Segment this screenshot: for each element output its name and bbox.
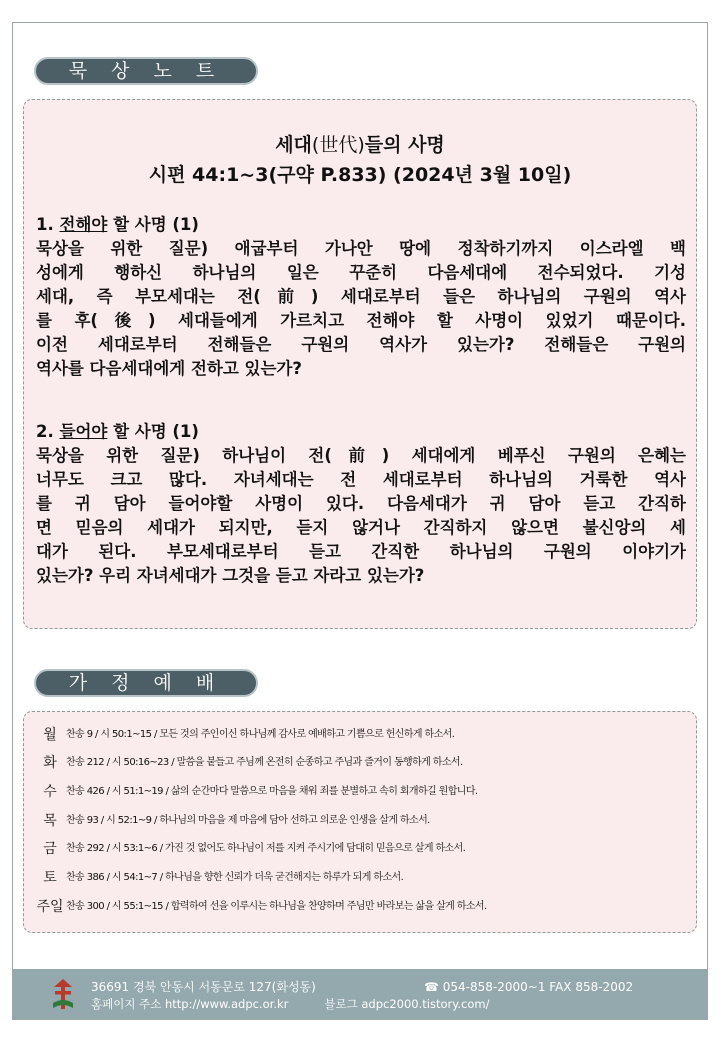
family-row-tue (34, 751, 684, 775)
family-row-text: 찬송 9 / 시 50:1~15 / 모든 것의 주인이신 하나님께 감사로 예배하고 기쁨으로 헌신하게 하소서. (66, 729, 455, 740)
family-row-text: 찬송 292 / 시 53:1~6 / 가진 것 없어도 하나님이 저를 지켜 주시기에 담대히 믿음으로 살게 하소서. (66, 843, 466, 854)
meditation-box (23, 99, 697, 629)
section-1-line: 이전 세대로부터 전해들은 구원의 역사가 있는가? 전해들은 구원의 (36, 335, 686, 354)
section-2-line: 를 귀 담아 들어야할 사명이 있다. 다음세대가 귀 담아 듣고 간직하 (36, 494, 686, 513)
family-row-sat (34, 866, 684, 890)
day-label: 목 (43, 813, 57, 829)
day-label: 주일 (36, 899, 64, 915)
homepage-link[interactable]: 홈페이지 주소 http://www.adpc.or.kr (91, 997, 289, 1011)
section-1 (36, 213, 686, 381)
family-row-text: 찬송 386 / 시 54:1~7 / 하나님을 향한 신뢰가 더욱 굳건해지는 하루가 되게 하소서. (66, 872, 404, 883)
family-row-mon (34, 723, 684, 747)
family-row-thu (34, 809, 684, 833)
church-logo-icon (51, 977, 75, 1011)
section-1-line: 세대, 즉 부모세대는 전(前) 세대로부터 들은 하나님의 구원의 역사 (36, 287, 686, 306)
footer-address: 36691 경북 안동시 서동문로 127(화성동) (91, 980, 316, 994)
meditation-title (24, 130, 696, 157)
footer-line-1 (91, 978, 633, 995)
section-1-line: 묵상을 위한 질문) 애굽부터 가나안 땅에 정착하기까지 이스라엘 백 (36, 239, 686, 258)
meditation-subtitle: 시편 44:1~3(구약 P.833) (2024년 3월 10일) (148, 164, 572, 186)
section-1-keyword: 전해야 (59, 215, 108, 234)
day-label: 월 (43, 727, 57, 743)
footer-line-2 (91, 996, 490, 1012)
section-2-line: 묵상을 위한 질문) 하나님이 전(前) 세대에게 베푸신 구원의 은혜는 (36, 446, 686, 465)
section-1-heading (36, 213, 686, 237)
section-2-keyword: 들어야 (59, 422, 108, 441)
family-row-text: 찬송 212 / 시 50:16~23 / 말씀을 붙들고 주님께 온전히 순종하고 주님과 즐거이 동행하게 하소서. (66, 757, 463, 768)
section-2-line: 있는가? 우리 자녀세대가 그것을 듣고 자라고 있는가? (36, 566, 425, 585)
title-post: 들의 사명 (364, 134, 445, 156)
family-row-text: 찬송 93 / 시 52:1~9 / 하나님의 마음을 제 마음에 담아 선하고 의로운 인생을 살게 하소서. (66, 815, 430, 826)
family-row-text: 찬송 426 / 시 51:1~19 / 삶의 순간마다 말씀으로 마음을 채워 죄를 분별하고 속히 회개하길 원합니다. (66, 786, 478, 797)
family-row-wed (34, 780, 684, 804)
section-1-rest: 할 사명 (1) (113, 215, 199, 234)
footer-phone: ☎ 054-858-2000~1 FAX 858-2002 (424, 980, 634, 994)
title-pre: 세대 (275, 134, 312, 156)
section-1-line: 역사를 다음세대에게 전하고 있는가? (36, 359, 302, 378)
day-label: 금 (43, 841, 57, 857)
section-2-line: 면 믿음의 세대가 되지만, 듣지 않거나 간직하지 않으면 불신앙의 세 (36, 518, 686, 537)
section-2-number: 2. (36, 422, 54, 441)
day-label: 수 (43, 784, 57, 800)
title-hanja: (世代) (311, 134, 365, 156)
family-worship-box (23, 711, 697, 933)
section-1-line: 성에게 행하신 하나님의 일은 꾸준히 다음세대에 전수되었다. 기성 (36, 263, 686, 282)
meditation-section-title: 묵 상 노 트 (34, 57, 258, 85)
section-2-line: 대가 된다. 부모세대로부터 듣고 간직한 하나님의 구원의 이야기가 (36, 542, 686, 561)
family-worship-section-title: 가 정 예 배 (34, 669, 258, 697)
blog-link[interactable]: 블로그 adpc2000.tistory.com/ (324, 997, 490, 1011)
section-1-number: 1. (36, 215, 54, 234)
day-label: 토 (43, 870, 57, 886)
section-2 (36, 420, 686, 588)
section-2-heading (36, 420, 686, 444)
section-1-line: 를 후(後) 세대들에게 가르치고 전해야 할 사명이 있었기 때문이다. (36, 311, 686, 330)
family-row-fri (34, 837, 684, 861)
family-row-text: 찬송 300 / 시 55:1~15 / 합력하여 선을 이루시는 하나님을 찬양하며 주님만 바라보는 삶을 살게 하소서. (66, 901, 487, 912)
family-row-sun (34, 895, 684, 919)
day-label: 화 (43, 755, 57, 771)
section-2-line: 너무도 크고 많다. 자녀세대는 전 세대로부터 하나님의 거룩한 역사 (36, 470, 686, 489)
section-2-rest: 할 사명 (1) (113, 422, 199, 441)
footer (13, 969, 707, 1019)
